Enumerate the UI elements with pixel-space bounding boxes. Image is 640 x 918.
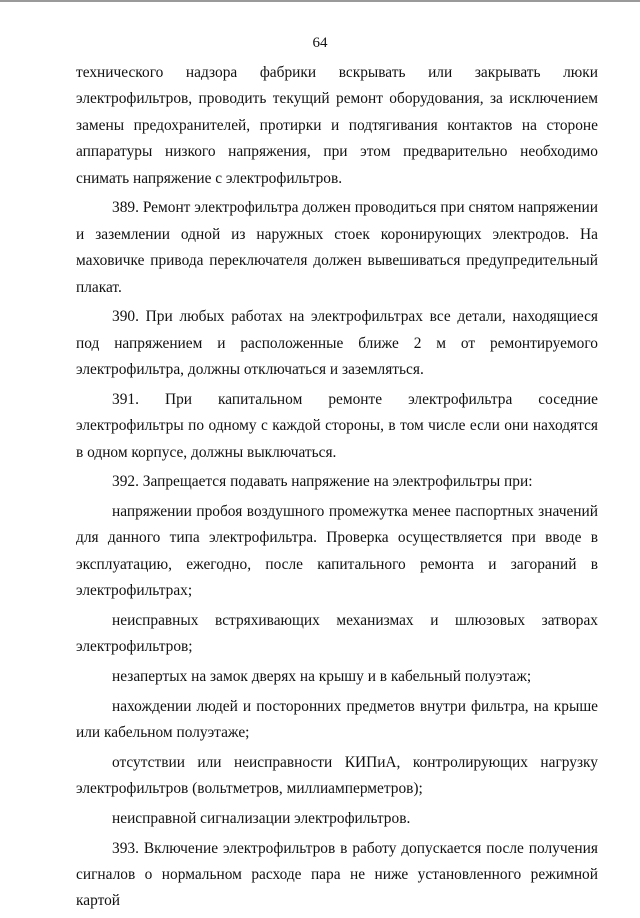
list-item-unlocked-doors: незапертых на замок дверях на крышу и в кабельный полуэтаж; [112,668,532,686]
document-body [76,60,598,918]
paragraph-392: 392. Запрещается подавать напряжение на электрофильтры при: [112,473,533,491]
paragraph-390: 390. При любых работах на электрофильтрах все детали, находящиеся под напряжением и расположенные ближе 2 м от ремонтируемого электрофильтра, должны отключаться и заземляться. [76,308,598,379]
paragraph-continuation: технического надзора фабрики вскрывать или закрывать люки электрофильтров, проводить текущий ремонт оборудования, за исключением замены предохранителей, протирки и подтягивания контактов на стороне аппаратуры низкого напряжения, при этом предварительно необходимо снимать напряжение с электрофильтров. [76,64,598,187]
list-item-faulty-signaling: неисправной сигнализации электрофильтров. [112,809,411,827]
scan-edge-line [0,0,640,2]
paragraph-389: 389. Ремонт электрофильтра должен проводиться при снятом напряжении и заземлении одной из наружных стоек коронирующих электродов. На маховичке привода переключателя должен вывешиваться предупредительный плакат. [76,199,598,296]
list-item-people-inside: нахождении людей и посторонних предметов внутри фильтра, на крыше или кабельном полуэтаже; [76,697,598,742]
paragraph-393: 393. Включение электрофильтров в работу допускается после получения сигналов о нормальном расходе пара не ниже установленного режимной картой [76,839,598,910]
page-number: 64 [312,35,328,51]
paragraph-391: 391. При капитальном ремонте электрофильтра соседние электрофильтры по одному с каждой стороны, в том числе если они находятся в одном корпусе, должны выключаться. [76,390,598,461]
list-item-breakdown-voltage: напряжении пробоя воздушного промежутка менее паспортных значений для данного типа электрофильтра. Проверка осуществляется при вводе в эксплуатацию, ежегодно, после капитального ремонта и загораний в электрофильтрах; [76,502,598,600]
list-item-kipia-missing: отсутствии или неисправности КИПиА, контролирующих нагрузку электрофильтров (вольтметров, миллиамперметров); [76,753,598,798]
list-item-faulty-mechanisms: неисправных встряхивающих механизмах и шлюзовых затворах электрофильтров; [76,611,598,656]
